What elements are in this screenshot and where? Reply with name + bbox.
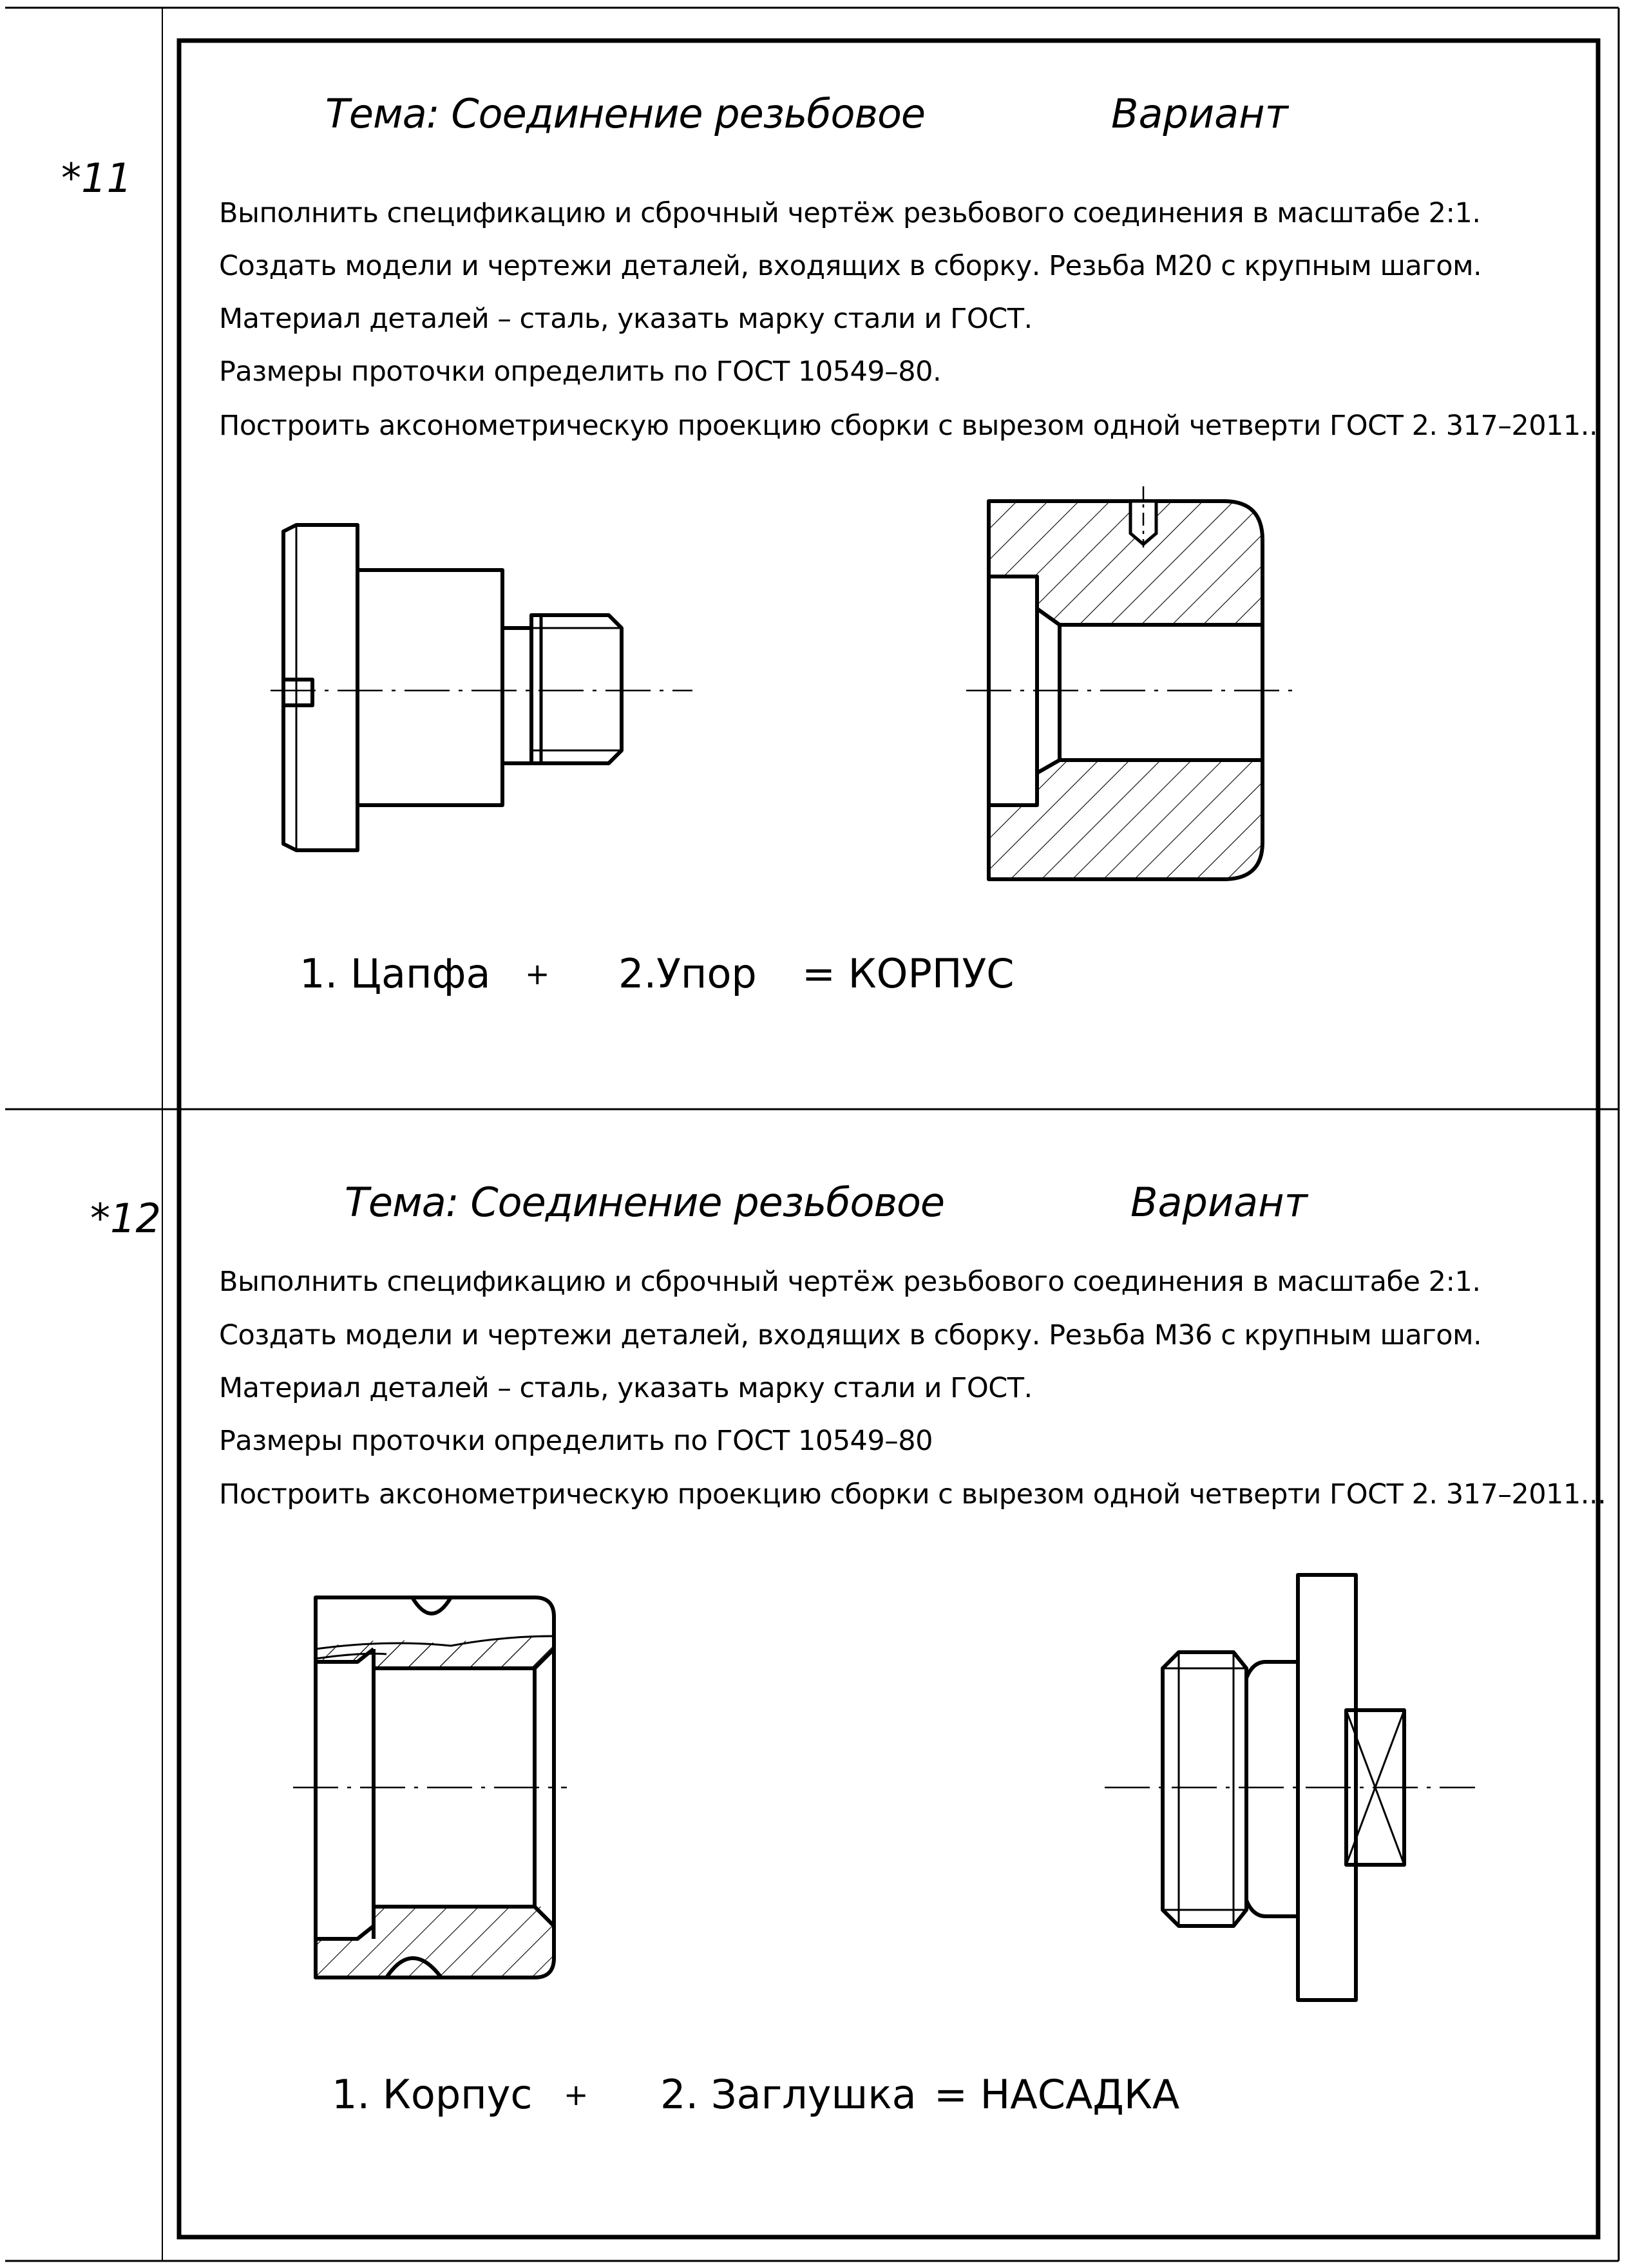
formula-part1: 1. Цапфа [300,950,491,997]
formula-part2: 2. Заглушка [660,2071,917,2118]
task-line: Создать модели и чертежи деталей, входящих в сборку. Резьба М36 с крупным шагом. [219,1319,1482,1351]
task-line: Построить аксонометрическую проекцию сборки с вырезом одной четверти ГОСТ 2. 317–2011.. [219,410,1598,442]
task-line: Размеры проточки определить по ГОСТ 10549–80. [219,356,942,388]
task-line: Выполнить спецификацию и сброчный чертёж резьбового соединения в масштабе 2:1. [219,1266,1481,1298]
formula-part1: 1. Корпус [332,2071,533,2118]
variant-label: Вариант [1130,1179,1308,1226]
formula-plus: + [525,957,550,991]
formula-result: = КОРПУС [802,950,1015,997]
task-line: Материал деталей – сталь, указать марку стали и ГОСТ. [219,1372,1033,1404]
task-line: Создать модели и чертежи деталей, входящих в сборку. Резьба М20 с крупным шагом. [219,250,1482,282]
task-line: Материал деталей – сталь, указать марку стали и ГОСТ. [219,303,1033,335]
task-line: Размеры проточки определить по ГОСТ 10549–80 [219,1425,933,1457]
variant-number: *11 [61,155,132,202]
variant-label: Вариант [1111,90,1288,137]
formula-part2: 2.Упор [618,950,757,997]
theme-title: Тема: Соединение резьбовое [345,1179,945,1226]
task-line: Выполнить спецификацию и сброчный чертёж резьбового соединения в масштабе 2:1. [219,197,1481,229]
task-line: Построить аксонометрическую проекцию сборки с вырезом одной четверти ГОСТ 2. 317–2011... [219,1478,1606,1510]
formula-plus: + [564,2077,589,2112]
theme-title: Тема: Соединение резьбовое [325,90,926,137]
variant-number: *12 [90,1195,161,1242]
formula-result: = НАСАДКА [934,2071,1180,2118]
